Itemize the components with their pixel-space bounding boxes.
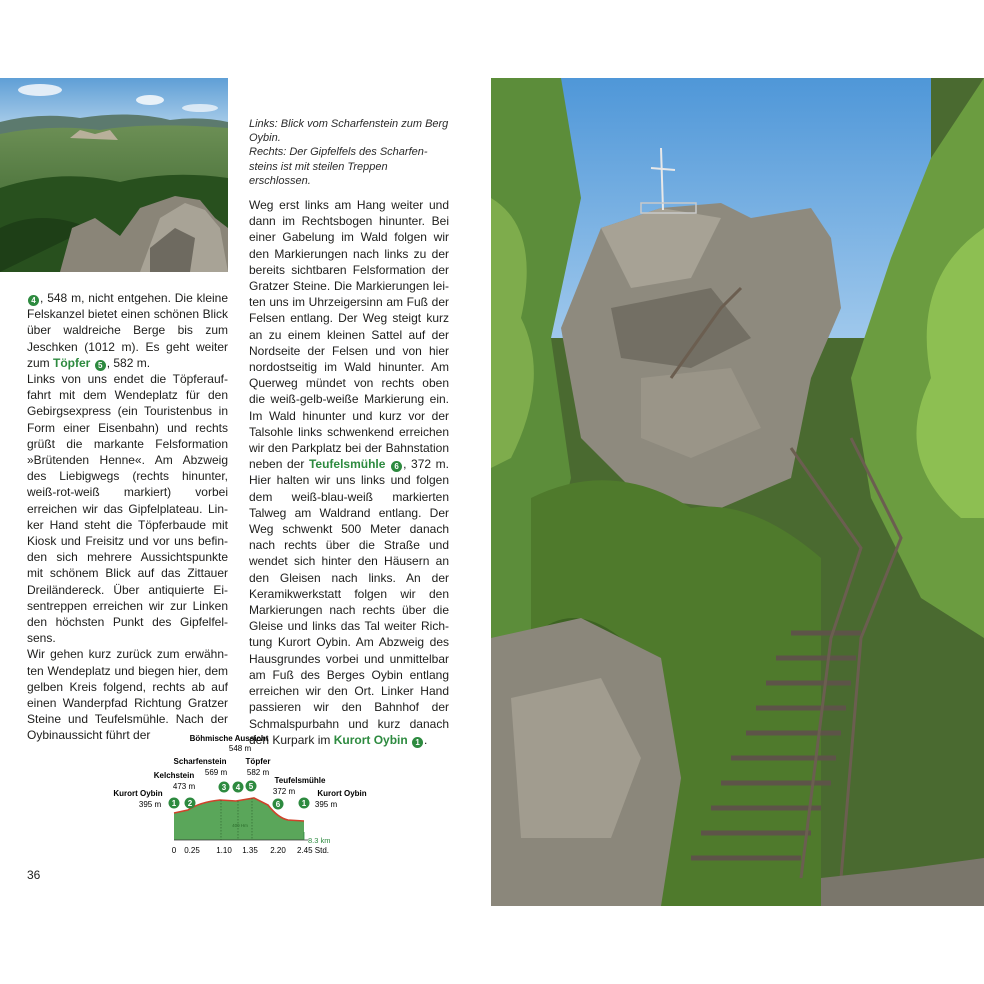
text-column-left xyxy=(27,290,228,744)
marker-1: 1 xyxy=(171,799,177,808)
profile-label-name: Böhmische Aussicht xyxy=(189,734,269,743)
profile-label-alt: 548 m xyxy=(228,744,252,753)
marker-6: 6 xyxy=(275,800,281,809)
profile-label-alt: 569 m xyxy=(204,768,228,777)
marker-3: 3 xyxy=(221,783,227,792)
text: , 548 m, nicht entgehen. Die kleine Felskanzel bietet einen schönen Blick über waldreiche Berge bis zum Jeschken (1012 m). Es geht weiter zum xyxy=(27,291,228,370)
paragraph xyxy=(27,290,228,371)
text: , 372 m. Hier halten wir uns links und folgen dem weiß-blau-weiß markierten Talweg am Waldrand entlang. Der Weg schwenkt 500 Meter danach nach rechts über die Straße und wendet sich hinter den Häusern an den Gleisen nach links. An der Keramikwerkstatt folgen wir den Markierungen nach rechts über die Gleise und links das Tal weiter Richtung Kurort Oybin. Am Abzweig des Hausgrundes vorbei und unmittelbar am Fuß des Berges Oybin entlang erreichen wir den Ort. Linker Hand passieren wir den Bahnhof der Schmalspurbahn und kurz danach den Kurpark im xyxy=(249,457,449,747)
waypoint-marker: 6 xyxy=(391,461,402,472)
profile-label-name: Kurort Oybin xyxy=(317,789,367,798)
marker-4: 4 xyxy=(235,783,241,792)
marker-1-end: 1 xyxy=(301,799,307,808)
time-label: 0.25 xyxy=(184,846,200,855)
landscape-photo xyxy=(0,78,228,272)
paragraph xyxy=(249,197,449,748)
page-number: 36 xyxy=(27,868,41,882)
profile-label-alt: 395 m xyxy=(314,800,338,809)
text-column-right xyxy=(249,197,449,748)
profile-label-alt: 395 m xyxy=(138,800,162,809)
place-teufelsmuehle: Teufelsmühle xyxy=(308,457,386,472)
summit-stairs-photo xyxy=(491,78,984,906)
place-toepfer: Töpfer xyxy=(53,355,91,370)
time-label: 0 xyxy=(171,846,177,855)
profile-label-name: Töpfer xyxy=(245,757,271,766)
profile-label-name: Kurort Oybin xyxy=(113,789,163,798)
profile-label-alt: 473 m xyxy=(172,782,196,791)
time-label: 2.20 xyxy=(270,846,286,855)
paragraph: Wir gehen kurz zurück zum erwähnten Wendeplatz und biegen hier, dem gelben Kreis folgend, rechts ab auf einen Wanderpfad Richtung Gratzer Steine und Teufelsmühle. Nach der Oybinaussicht führt der xyxy=(27,647,228,743)
profile-label-alt: 372 m xyxy=(272,787,296,796)
time-label: 1.10 xyxy=(216,846,232,855)
paragraph: Links von uns endet die Töpferauffahrt mit dem Wendeplatz für den Gebirgsexpress (ein Touristenbus in Form einer Eisenbahn) und rechts grüßt die markante Felsformation »Brütenden Henne«. Am Abzweig des Liebigwegs (rechts hinunter, weiß-rot-weiß markiert) vorbei erreichen wir das Gipfelplateau. Linker Hand steht die Töpferbaude mit Kiosk und Freisitz und vor uns befinden sich mehrere Aussichtspunkte mit schönem Blick auf das Zittauer Dreiländereck. Über antiquierte Eisentreppen erreichen wir zur Linken den höchsten Punkt des Gipfelfelsens. xyxy=(27,372,228,646)
inner-label: 400 Hm xyxy=(232,823,248,828)
time-label: 1.35 xyxy=(242,846,258,855)
waypoint-marker: 5 xyxy=(95,360,106,371)
place-kurort-oybin: Kurort Oybin xyxy=(333,732,408,747)
caption-left: Links: Blick vom Scharfenstein zum Berg Oybin. xyxy=(249,118,449,145)
profile-label-name: Scharfenstein xyxy=(173,757,227,766)
marker-2: 2 xyxy=(187,799,193,808)
profile-label-name: Teufelsmühle xyxy=(274,776,326,785)
text: Weg erst links am Hang weiter und dann im Rechtsbogen hinunter. Bei einer Gabelung im Wald folgen wir den Markierungen nach links zu der bereits sichtbaren Felsformation der Gratzer Steine. Die Markierungen leiten uns im Uhrzeigersinn am Fuß der Felsen entlang. Der Weg steigt kurz an zu einem kleinen Sattel auf der Nordseite der Felsen und von hier nordostseitig im Wald hinunter. Am Querweg mündet von rechts oben die weiß-gelb-weiße Markierung ein. Im Wald hinunter und kurz vor der Talsohle links schwenkend erreichen wir den Parkplatz bei der Bahnstation neben der xyxy=(249,198,449,472)
time-label: 2.45 Std. xyxy=(297,846,330,855)
marker-5: 5 xyxy=(248,782,254,791)
distance-label: 8.3 km xyxy=(308,836,331,845)
profile-label-alt: 582 m xyxy=(246,768,270,777)
text: , 582 m. xyxy=(106,355,151,370)
elevation-profile xyxy=(108,730,388,860)
photo-caption xyxy=(249,117,449,188)
text: . xyxy=(424,732,428,747)
profile-label-name: Kelchstein xyxy=(153,771,195,780)
caption-right: Rechts: Der Gipfelfels des Scharfensteins ist mit steilen Treppen erschlossen. xyxy=(249,146,428,187)
waypoint-marker: 4 xyxy=(28,295,39,306)
waypoint-marker: 1 xyxy=(412,737,423,748)
